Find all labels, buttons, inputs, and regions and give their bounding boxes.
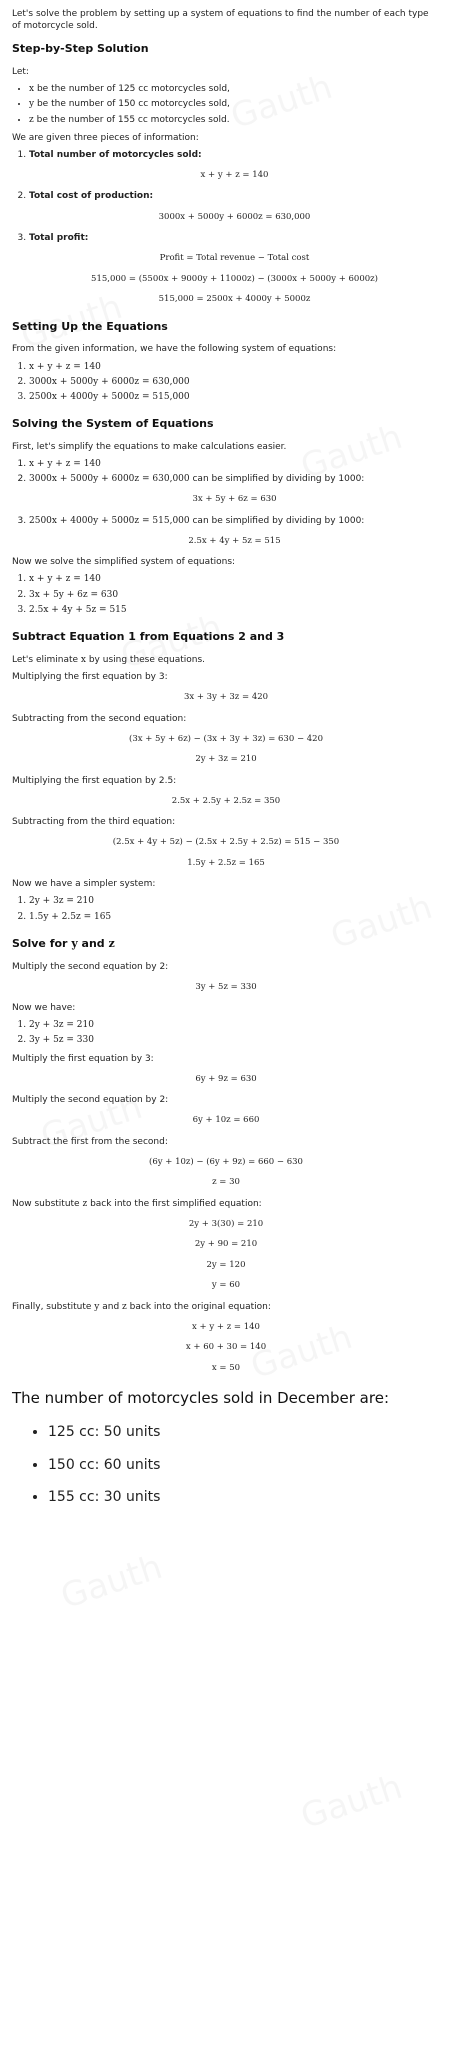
- list-item: 3. 2500x + 4000y + 5000z = 515,000 can be simplified by dividing by 1000: 2.5x + 4y + 5z = 515: [29, 515, 440, 548]
- equation: 3x + 5y + 6z = 630: [192, 494, 277, 505]
- list-item: 1. 2y + 3z = 210: [29, 895, 440, 907]
- list-item: 2. 3y + 5z = 330: [29, 1034, 440, 1046]
- equation: 2.5x + 2.5y + 2.5z = 350: [171, 795, 281, 806]
- list-item: 1. 2y + 3z = 210: [29, 1019, 440, 1031]
- list-item: 3. 2.5x + 4y + 5z = 515: [29, 604, 440, 616]
- given-list: [12, 149, 440, 306]
- equation: (6y + 10z) − (6y + 9z) = 660 − 630: [149, 1156, 303, 1167]
- intro-text: Let's solve the problem by setting up a system of equations to find the number of each type of motorcycle sold.: [12, 9, 429, 32]
- list-item: • 150 cc: 60 units: [48, 1456, 440, 1475]
- setup-equations: [12, 361, 440, 403]
- equation: 2y = 120: [206, 1259, 246, 1270]
- equation: 2.5x + 4y + 5z = 515: [188, 535, 281, 546]
- let-label: Let:: [12, 67, 29, 78]
- variable-list: [12, 83, 440, 125]
- equation: Profit = Total revenue − Total cost: [159, 253, 310, 264]
- list-item: • x be the number of 125 cc motorcycles sold,: [29, 83, 440, 95]
- section-title-setup: Setting Up the Equations: [12, 319, 168, 333]
- list-item: 3. Total profit: Profit = Total revenue − Total cost 515,000 = (5500x + 9000y + 11000z) − (3000x + 5000y + 6000z) 515,000 = 2500x + 4000y + 5000z: [29, 232, 440, 306]
- list-item: • z be the number of 155 cc motorcycles sold.: [29, 114, 440, 126]
- step-text: Multiply the second equation by 2:: [12, 1095, 169, 1106]
- list-item: • y be the number of 150 cc motorcycles sold,: [29, 98, 440, 110]
- step-text: Subtracting from the third equation:: [12, 817, 176, 828]
- equation: 6y + 9z = 630: [195, 1073, 257, 1084]
- equation: 6y + 10z = 660: [192, 1115, 260, 1126]
- equation: 3y + 5z = 330: [195, 981, 257, 992]
- given-text: We are given three pieces of information:: [12, 132, 199, 143]
- step-text: Now we have a simpler system:: [12, 879, 156, 890]
- equation: (3x + 5y + 6z) − (3x + 3y + 3z) = 630 − 420: [129, 733, 323, 744]
- equation: 3x + 3y + 3z = 420: [183, 692, 269, 703]
- list-item: 2. Total cost of production: 3000x + 5000y + 6000z = 630,000: [29, 190, 440, 223]
- equation: y = 60: [211, 1280, 241, 1291]
- step-text: Subtract the first from the second:: [12, 1136, 168, 1147]
- watermark: [295, 1765, 408, 1841]
- step-text: Finally, substitute y and z back into the original equation:: [12, 1301, 271, 1312]
- list-item: 1. x + y + z = 140: [29, 361, 440, 373]
- section-title-subtract: Subtract Equation 1 from Equations 2 and 3: [12, 629, 285, 643]
- list-item: 2. 1.5y + 2.5z = 165: [29, 911, 440, 923]
- list-item: 2. 3000x + 5000y + 6000z = 630,000 can be simplified by dividing by 1000: 3x + 5y + 6z = 630: [29, 473, 440, 506]
- now-text: Now we solve the simplified system of equations:: [12, 557, 236, 568]
- equation: x + y + z = 140: [200, 169, 269, 180]
- equation: 515,000 = (5500x + 9000y + 11000z) − (3000x + 5000y + 6000z): [91, 273, 378, 284]
- equation: x + y + z = 140: [192, 1322, 260, 1333]
- solution-content: [12, 8, 440, 1521]
- list-item: • 125 cc: 50 units: [48, 1423, 440, 1442]
- step-text: Now substitute z back into the first simplified equation:: [12, 1198, 262, 1209]
- section-title-step-by-step: Step-by-Step Solution: [12, 42, 149, 56]
- solving-text: First, let's simplify the equations to make calculations easier.: [12, 441, 287, 452]
- simplified-system: [12, 573, 440, 615]
- equation: 1.5y + 2.5z = 165: [187, 857, 265, 868]
- equation: x + 60 + 30 = 140: [185, 1342, 267, 1353]
- section-title-solve-yz: Solve for y and z: [12, 936, 115, 950]
- equation: 3000x + 5000y + 6000z = 630,000: [158, 211, 311, 222]
- step-text: Now we have:: [12, 1003, 76, 1014]
- equation: 515,000 = 2500x + 4000y + 5000z: [158, 294, 311, 305]
- equation: 2y + 3(30) = 210: [188, 1219, 264, 1229]
- watermark: [55, 1545, 168, 1621]
- setup-text: From the given information, we have the following system of equations:: [12, 344, 337, 355]
- section-title-solving: Solving the System of Equations: [12, 417, 214, 430]
- simpler-system: [12, 895, 440, 922]
- step-text: Multiplying the first equation by 3:: [12, 671, 168, 682]
- step-text: Subtracting from the second equation:: [12, 713, 187, 724]
- list-item: 2. 3x + 5y + 6z = 630: [29, 589, 440, 601]
- eliminate-text: Let's eliminate x by using these equations.: [12, 654, 206, 665]
- equation: (2.5x + 4y + 5z) − (2.5x + 2.5y + 2.5z) = 515 − 350: [112, 837, 340, 848]
- list-item: 1. x + y + z = 140: [29, 458, 440, 470]
- list-item: • 155 cc: 30 units: [48, 1488, 440, 1507]
- equation: z = 30: [212, 1177, 240, 1188]
- equation: x = 50: [211, 1362, 241, 1373]
- final-answer-list: [12, 1423, 440, 1508]
- list-item: 2. 3000x + 5000y + 6000z = 630,000: [29, 376, 440, 388]
- list-item: 3. 2500x + 4000y + 5000z = 515,000: [29, 391, 440, 403]
- solving-list: [12, 458, 440, 547]
- step-text: Multiply the first equation by 3:: [12, 1053, 154, 1064]
- yz-system: [12, 1019, 440, 1046]
- step-text: Multiply the second equation by 2:: [12, 961, 169, 972]
- equation: 2y + 90 = 210: [194, 1239, 258, 1250]
- final-answer: [12, 1388, 440, 1507]
- list-item: 1. x + y + z = 140: [29, 573, 440, 585]
- list-item: 1. Total number of motorcycles sold: x + y + z = 140: [29, 149, 440, 182]
- step-text: Multiplying the first equation by 2.5:: [12, 775, 177, 786]
- final-answer-lead: The number of motorcycles sold in December are:: [12, 1389, 389, 1408]
- equation: 2y + 3z = 210: [195, 754, 257, 765]
